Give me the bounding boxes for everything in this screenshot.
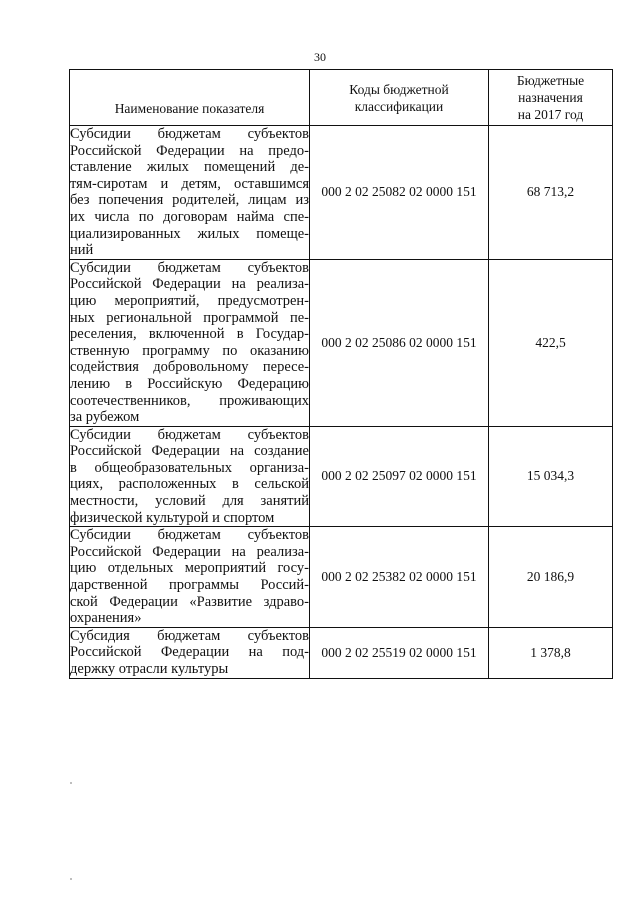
indicator-name-line: тям-сиротам и детям, оставшимся	[70, 175, 309, 192]
indicator-name-cell	[70, 259, 310, 426]
table-row	[70, 426, 613, 527]
indicator-name-cell	[70, 527, 310, 628]
indicator-name-line: держку отрасли культуры	[70, 661, 229, 677]
table-row	[70, 259, 613, 426]
indicator-name-line: лению в Российскую Федерацию	[70, 375, 309, 392]
header-indicator-name	[70, 70, 310, 126]
table-row	[70, 527, 613, 628]
indicator-name-line: содействия добровольному пересе-	[70, 359, 309, 376]
indicator-name-line: ставление жилых помещений де-	[70, 159, 309, 176]
page-number: 30	[314, 50, 326, 64]
indicator-name-line: охранения»	[70, 610, 142, 627]
indicator-name-line: без попечения родителей, лицам из	[70, 192, 309, 209]
indicator-name-line: цию отдельных мероприятий госу-	[70, 560, 309, 577]
indicator-name-line: соотечественников, проживающих	[70, 392, 309, 409]
indicator-name-line: в общеобразовательных организа-	[70, 459, 309, 476]
indicator-name-line: Субсидии бюджетам субъектов	[70, 259, 309, 276]
header-budget-code	[310, 70, 489, 126]
table-header-row	[70, 70, 613, 126]
indicator-name-line: ской Федерации «Развитие здраво-	[70, 593, 309, 610]
indicator-name-line: цию мероприятий, предусмотрен-	[70, 292, 309, 309]
scan-speck	[70, 878, 72, 880]
indicator-name-cell	[70, 426, 310, 527]
indicator-name-line: физической культурой и спортом	[70, 509, 275, 526]
indicator-name-line: Субсидия бюджетам субъектов	[70, 627, 309, 644]
indicator-name-line: реселения, включенной в Государ-	[70, 326, 309, 343]
indicator-name-line: Российской Федерации на реализа-	[70, 276, 309, 293]
table-row	[70, 627, 613, 678]
indicator-name-line: местности, условий для занятий	[70, 493, 309, 510]
budget-code-cell: 000 2 02 25097 02 0000 151	[310, 426, 489, 527]
indicator-name-line: ных региональной программой пе-	[70, 309, 309, 326]
indicator-name-line: Российской Федерации на предо-	[70, 142, 309, 159]
budget-code-cell: 000 2 02 25082 02 0000 151	[310, 126, 489, 260]
scan-speck	[70, 782, 72, 784]
indicator-name-line: ственную программу по оказанию	[70, 342, 309, 359]
indicator-name-line: Российской Федерации на создание	[70, 443, 309, 460]
indicator-name-line: ний	[70, 242, 94, 259]
indicator-name-line: Российской Федерации на под-	[70, 644, 309, 661]
header-budget-amount	[489, 70, 613, 126]
header-code-line: классификации	[354, 98, 444, 114]
budget-table	[69, 69, 613, 679]
budget-amount-cell: 422,5	[489, 259, 613, 426]
indicator-name-line: Субсидии бюджетам субъектов	[70, 527, 309, 544]
indicator-name-cell	[70, 126, 310, 260]
budget-amount-cell: 15 034,3	[489, 426, 613, 527]
budget-code-cell: 000 2 02 25519 02 0000 151	[310, 627, 489, 678]
indicator-name-line: циях, расположенных в сельской	[70, 476, 309, 493]
budget-code-cell: 000 2 02 25086 02 0000 151	[310, 259, 489, 426]
header-amount-line: Бюджетные	[516, 73, 585, 88]
budget-amount-cell: 1 378,8	[489, 627, 613, 678]
indicator-name-line: циализированных жилых помеще-	[70, 225, 309, 242]
table-row	[70, 126, 613, 260]
budget-code-cell: 000 2 02 25382 02 0000 151	[310, 527, 489, 628]
indicator-name-line: дарственной программы Россий-	[70, 577, 309, 594]
budget-amount-cell: 68 713,2	[489, 126, 613, 260]
header-code-line: Коды бюджетной	[349, 81, 449, 97]
indicator-name-cell	[70, 627, 310, 678]
budget-amount-cell: 20 186,9	[489, 527, 613, 628]
indicator-name-line: Субсидии бюджетам субъектов	[70, 426, 309, 443]
indicator-name-line: за рубежом	[70, 409, 140, 426]
header-amount-line: на 2017 год	[517, 107, 584, 122]
header-indicator-name-text: Наименование показателя	[114, 101, 265, 116]
indicator-name-line: Российской Федерации на реализа-	[70, 543, 309, 560]
indicator-name-line: их числа по договорам найма спе-	[70, 208, 309, 225]
indicator-name-line: Субсидии бюджетам субъектов	[70, 126, 309, 142]
header-amount-line: назначения	[518, 90, 583, 105]
